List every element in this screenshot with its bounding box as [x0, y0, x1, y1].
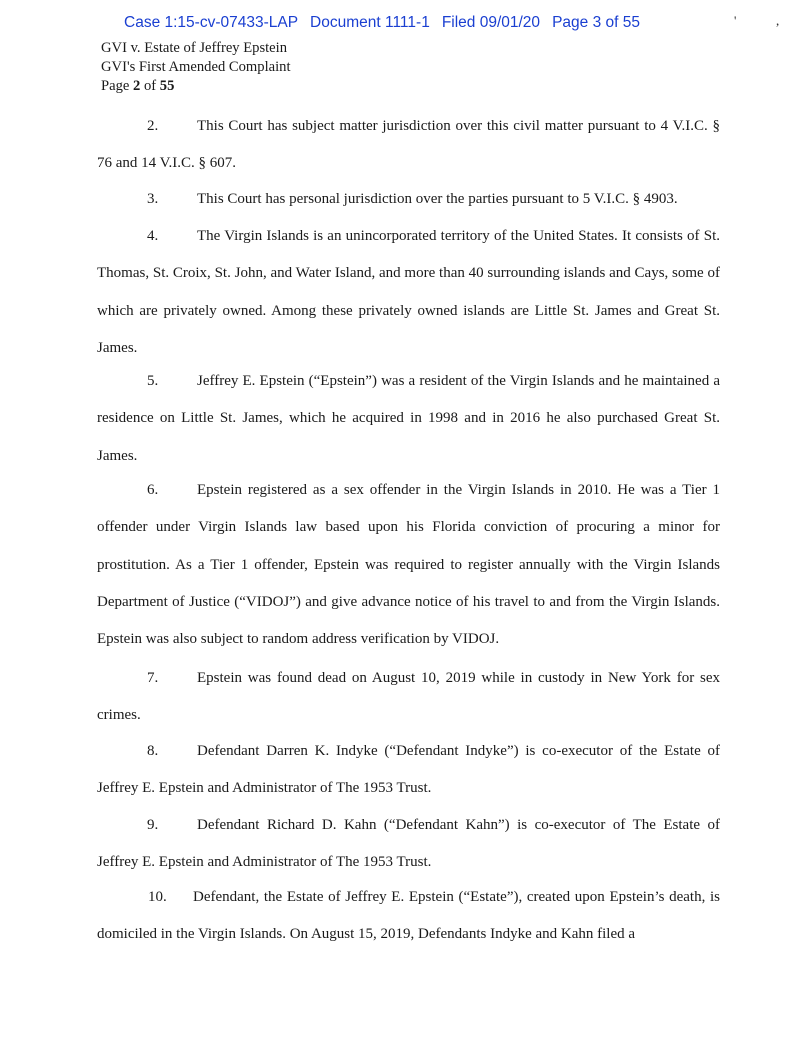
paragraph-text: Epstein was found dead on August 10, 2019 while in custody in New York for sex crimes.	[97, 670, 720, 724]
paragraph-number: 8.	[147, 743, 159, 759]
stamp-page-number: Page 3 of 55	[552, 14, 640, 31]
paragraph-number: 9.	[147, 817, 159, 833]
paragraph-10	[97, 879, 720, 954]
paragraph-text: Jeffrey E. Epstein (“Epstein”) was a resident of the Virgin Islands and he maintained a residence on Little St. James, which he acquired in 1998 and in 2016 he also purchased Great St. James.	[97, 373, 720, 464]
stray-mark: '	[734, 13, 737, 28]
paragraph-5	[97, 363, 720, 475]
paragraph-3	[97, 181, 720, 218]
paragraph-text: The Virgin Islands is an unincorporated territory of the United States. It consists of St. Thomas, St. Croix, St. John, and Water Island, and more than 40 surrounding islands and Cays, some of which are privately owned. Among these privately owned islands are Little St. James and Great St. James.	[97, 228, 720, 356]
paragraph-text: Defendant, the Estate of Jeffrey E. Epstein (“Estate”), created upon Epstein’s death, is domiciled in the Virgin Islands. On August 15, 2019, Defendants Indyke and Kahn filed a	[97, 889, 720, 943]
paragraph-text: Defendant Richard D. Kahn (“Defendant Kahn”) is co-executor of The Estate of Jeffrey E. Epstein and Administrator of The 1953 Trust.	[97, 817, 720, 871]
paragraph-number: 5.	[147, 373, 159, 389]
caption-page-number: Page 2 of 55	[101, 78, 175, 94]
caption-subtitle: GVI's First Amended Complaint	[101, 59, 291, 75]
paragraph-number: 3.	[147, 191, 159, 207]
filed-date: Filed 09/01/20	[441, 14, 541, 31]
caption-title: GVI v. Estate of Jeffrey Epstein	[101, 40, 288, 56]
paragraph-text: Epstein registered as a sex offender in the Virgin Islands in 2010. He was a Tier 1 offender under Virgin Islands law based upon his Florida conviction of procuring a minor for prostitution. As a Tier 1 offender, Epstein was required to register annually with the Virgin Islands Department of Justice (“VIDOJ”) and give advance notice of his travel to and from the Virgin Islands. Epstein was also subject to random address verification by VIDOJ.	[97, 482, 720, 648]
paragraph-number: 6.	[147, 482, 159, 498]
paragraph-number: 10.	[148, 889, 167, 905]
paragraph-6	[97, 472, 720, 658]
paragraph-text: This Court has subject matter jurisdiction over this civil matter pursuant to 4 V.I.C. § 76 and 14 V.I.C. § 607.	[97, 118, 720, 172]
paragraph-8	[97, 733, 720, 808]
paragraph-number: 7.	[147, 670, 159, 686]
case-number: Case 1:15-cv-07433-LAP	[124, 14, 299, 31]
paragraph-number: 2.	[147, 118, 159, 134]
document-caption	[101, 39, 291, 96]
paragraph-text: This Court has personal jurisdiction over the parties pursuant to 5 V.I.C. § 4903.	[197, 191, 678, 207]
document-number: Document 1111-1	[310, 14, 430, 31]
paragraph-9	[97, 807, 720, 882]
paragraph-2	[97, 108, 720, 183]
stray-mark: ,	[776, 13, 780, 28]
paragraph-number: 4.	[147, 228, 159, 244]
court-filing-stamp	[124, 14, 640, 32]
paragraph-7	[97, 660, 720, 735]
paragraph-4	[97, 218, 720, 367]
paragraph-text: Defendant Darren K. Indyke (“Defendant Indyke”) is co-executor of the Estate of Jeffrey E. Epstein and Administrator of The 1953 Trust.	[97, 743, 720, 797]
